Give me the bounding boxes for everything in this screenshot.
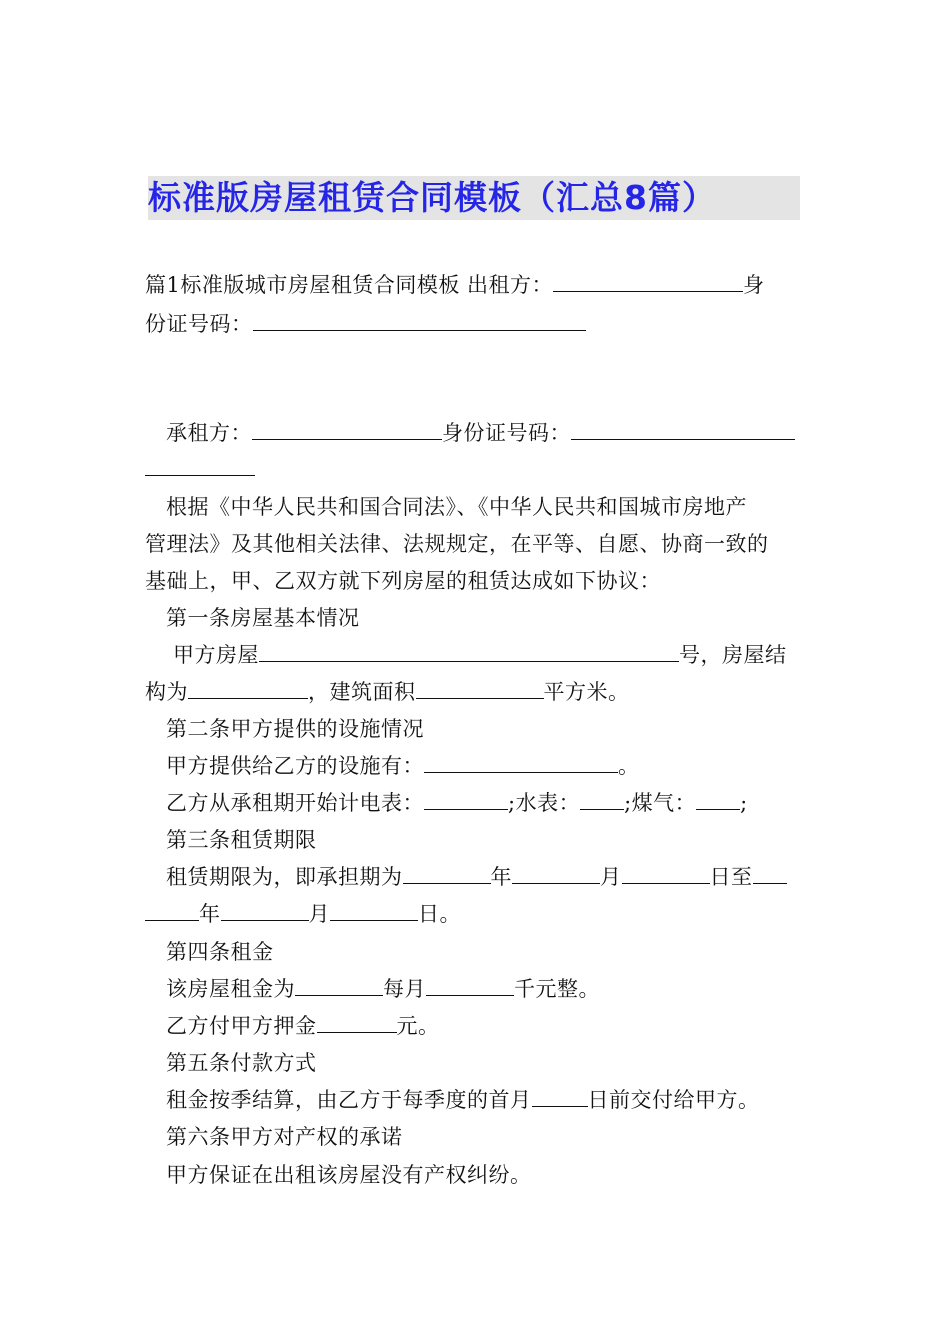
text: 该房屋租金为 (166, 977, 295, 1001)
text: 份证号码： (145, 312, 253, 336)
paragraph-line (145, 1048, 810, 1078)
text: 日前交付给甲方。 (587, 1088, 760, 1112)
text: 平方米。 (543, 680, 630, 704)
text: 甲方提供给乙方的设施有： (166, 754, 424, 778)
text: 号，房屋结 (679, 643, 787, 667)
text: 千元整。 (514, 977, 600, 1001)
text: 年 (490, 865, 512, 889)
blank-field (512, 862, 600, 884)
blank-field (295, 974, 383, 996)
blank-field (403, 862, 491, 884)
paragraph-line (145, 1085, 810, 1115)
text: 乙方付甲方押金 (166, 1014, 317, 1038)
text: 日。 (418, 902, 461, 926)
paragraph-line (145, 640, 810, 670)
paragraph-line (145, 492, 810, 522)
blank-field (622, 862, 710, 884)
text: 月 (308, 902, 330, 926)
blank-field (259, 640, 679, 662)
text: 。 (618, 754, 640, 778)
text: ;水表： (508, 791, 581, 815)
paragraph-line (145, 566, 810, 596)
blank-field (580, 788, 624, 810)
paragraph-line (145, 1160, 810, 1190)
blank-field (753, 862, 787, 884)
paragraph-line (145, 529, 810, 559)
blank-field (221, 899, 309, 921)
blank-field (696, 788, 740, 810)
text: 构为 (145, 680, 188, 704)
blank-field (416, 677, 544, 699)
blank-field (253, 309, 586, 331)
text: 基础上，甲、乙双方就下列房屋的租赁达成如下协议： (145, 569, 661, 593)
paragraph-line (145, 899, 810, 929)
blank-field (426, 974, 514, 996)
blank-field (424, 788, 508, 810)
blank-field (317, 1011, 397, 1033)
section-heading: 第二条甲方提供的设施情况 (166, 717, 424, 741)
paragraph-line (145, 825, 810, 855)
text: ，建筑面积 (308, 680, 416, 704)
text: 身 (743, 273, 765, 297)
paragraph-line (145, 974, 810, 1004)
text: ;煤气： (624, 791, 697, 815)
paragraph-line (145, 603, 810, 633)
section-heading: 第一条房屋基本情况 (166, 606, 360, 630)
blank-field (553, 270, 743, 292)
text: 月 (600, 865, 622, 889)
text: 年 (199, 902, 221, 926)
paragraph-line (145, 937, 810, 967)
text: 租金按季结算，由乙方于每季度的首月 (166, 1088, 532, 1112)
text: 篇1标准版城市房屋租赁合同模板 出租方： (145, 273, 554, 297)
text: 身份证号码： (442, 421, 571, 445)
paragraph-line (145, 1011, 810, 1041)
document-title: 标准版房屋租赁合同模板（汇总8篇） (148, 176, 800, 220)
blank-field (330, 899, 418, 921)
paragraph-line (145, 788, 810, 818)
paragraph-line (145, 1122, 810, 1152)
paragraph-line (145, 418, 810, 448)
blank-field (571, 418, 795, 440)
paragraph-line (145, 309, 810, 339)
text: 管理法》及其他相关法律、法规规定，在平等、自愿、协商一致的 (145, 532, 769, 556)
section-heading: 第三条租赁期限 (166, 828, 317, 852)
section-heading: 第六条甲方对产权的承诺 (166, 1125, 403, 1149)
text: 根据《中华人民共和国合同法》、《中华人民共和国城市房地产 (166, 495, 747, 519)
text: 甲方房屋 (173, 643, 259, 667)
blank-field (252, 418, 442, 440)
paragraph-line (145, 751, 810, 781)
text: 租赁期限为，即承担期为 (166, 865, 403, 889)
text: 日至 (709, 865, 753, 889)
blank-field (424, 751, 618, 773)
paragraph-line (145, 454, 810, 484)
text: 每月 (383, 977, 426, 1001)
text: 乙方从承租期开始计电表： (166, 791, 424, 815)
section-heading: 第五条付款方式 (166, 1051, 317, 1075)
paragraph-line (145, 677, 810, 707)
paragraph-line (145, 862, 810, 892)
section-heading: 第四条租金 (166, 940, 274, 964)
paragraph-line (145, 270, 810, 300)
paragraph-line (145, 714, 810, 744)
blank-field (145, 899, 199, 921)
blank-field (188, 677, 308, 699)
text: 元。 (396, 1014, 440, 1038)
text: 承租方： (166, 421, 252, 445)
blank-field (532, 1085, 588, 1107)
text: 甲方保证在出租该房屋没有产权纠纷。 (166, 1163, 532, 1187)
blank-field (145, 454, 255, 476)
text: ; (740, 791, 748, 815)
